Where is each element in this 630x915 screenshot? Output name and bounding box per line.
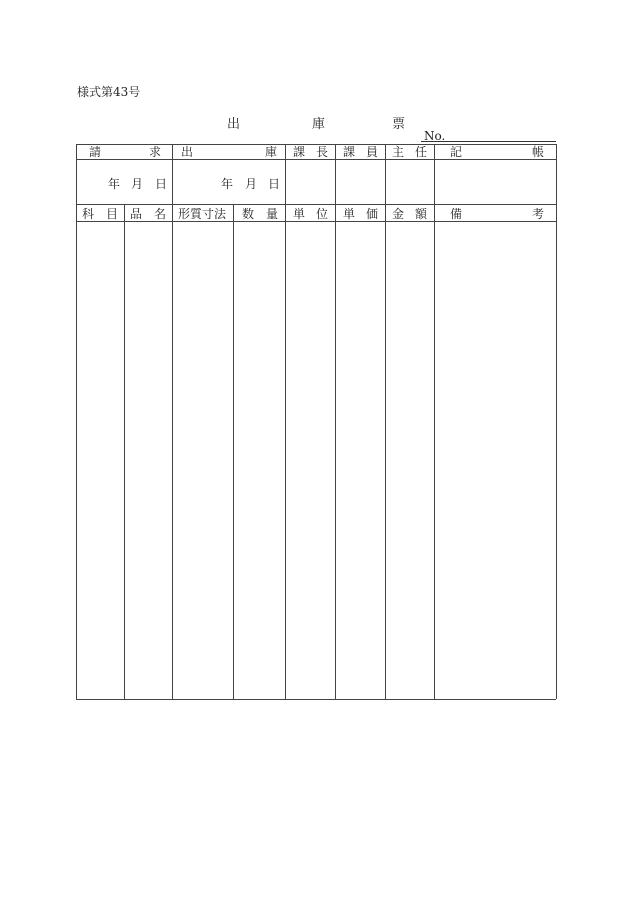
header-request-2: 求 (149, 145, 162, 159)
col-amount-2: 額 (415, 207, 428, 221)
col-name-1: 品 (130, 207, 143, 221)
col-item-1: 科 (82, 207, 95, 221)
header-record-1: 記 (450, 145, 463, 159)
header-section-chief-2: 長 (316, 145, 329, 159)
table-right-border (556, 144, 557, 699)
col-item-2: 目 (106, 207, 119, 221)
col-divider-5 (335, 204, 336, 699)
number-label: No. (424, 129, 446, 143)
header-record-2: 帳 (532, 145, 545, 159)
col-remarks-1: 備 (450, 207, 463, 221)
col-amount-1: 金 (392, 207, 405, 221)
header-chief-2: 任 (415, 145, 428, 159)
col-divider-7 (434, 204, 435, 699)
form-number: 様式第43号 (77, 85, 141, 99)
header-request-1: 請 (89, 145, 102, 159)
table-left-border (76, 144, 77, 699)
upper-divider-chief (335, 144, 336, 204)
header-section-chief-1: 課 (293, 145, 306, 159)
header-issue-2: 庫 (265, 145, 278, 159)
col-divider-6 (385, 204, 386, 699)
col-divider-3 (233, 204, 234, 699)
header-chief-1: 主 (392, 145, 405, 159)
col-name-2: 名 (154, 207, 167, 221)
issue-date-day: 日 (268, 177, 281, 191)
table-bottom-border (76, 699, 556, 700)
title-char-1: 出 (227, 117, 241, 132)
issue-date-year: 年 (221, 177, 234, 191)
title-char-2: 庫 (312, 117, 326, 132)
number-underline (421, 141, 556, 142)
request-date-year: 年 (108, 177, 121, 191)
upper-divider-issue (285, 144, 286, 204)
issue-date-month: 月 (245, 177, 258, 191)
upper-divider-lead (434, 144, 435, 204)
col-remarks-2: 考 (532, 207, 545, 221)
col-unit-1: 単 (293, 207, 306, 221)
header-row-divider (76, 159, 556, 160)
upper-divider-staff (385, 144, 386, 204)
col-quantity-2: 量 (266, 207, 279, 221)
col-spec: 形質寸法 (178, 207, 227, 221)
upper-divider-request (172, 144, 173, 204)
col-unit-price-1: 単 (343, 207, 356, 221)
title-char-3: 票 (392, 117, 406, 132)
header-issue-1: 出 (181, 145, 194, 159)
request-date-day: 日 (155, 177, 168, 191)
header-staff-2: 員 (366, 145, 379, 159)
col-divider-1 (124, 204, 125, 699)
col-unit-price-2: 価 (366, 207, 379, 221)
col-divider-2 (172, 204, 173, 699)
date-row-bottom-border (76, 204, 556, 205)
col-quantity-1: 数 (242, 207, 255, 221)
request-date-month: 月 (131, 177, 144, 191)
column-header-divider (76, 221, 556, 222)
col-divider-4 (285, 204, 286, 699)
col-unit-2: 位 (316, 207, 329, 221)
header-staff-1: 課 (343, 145, 356, 159)
